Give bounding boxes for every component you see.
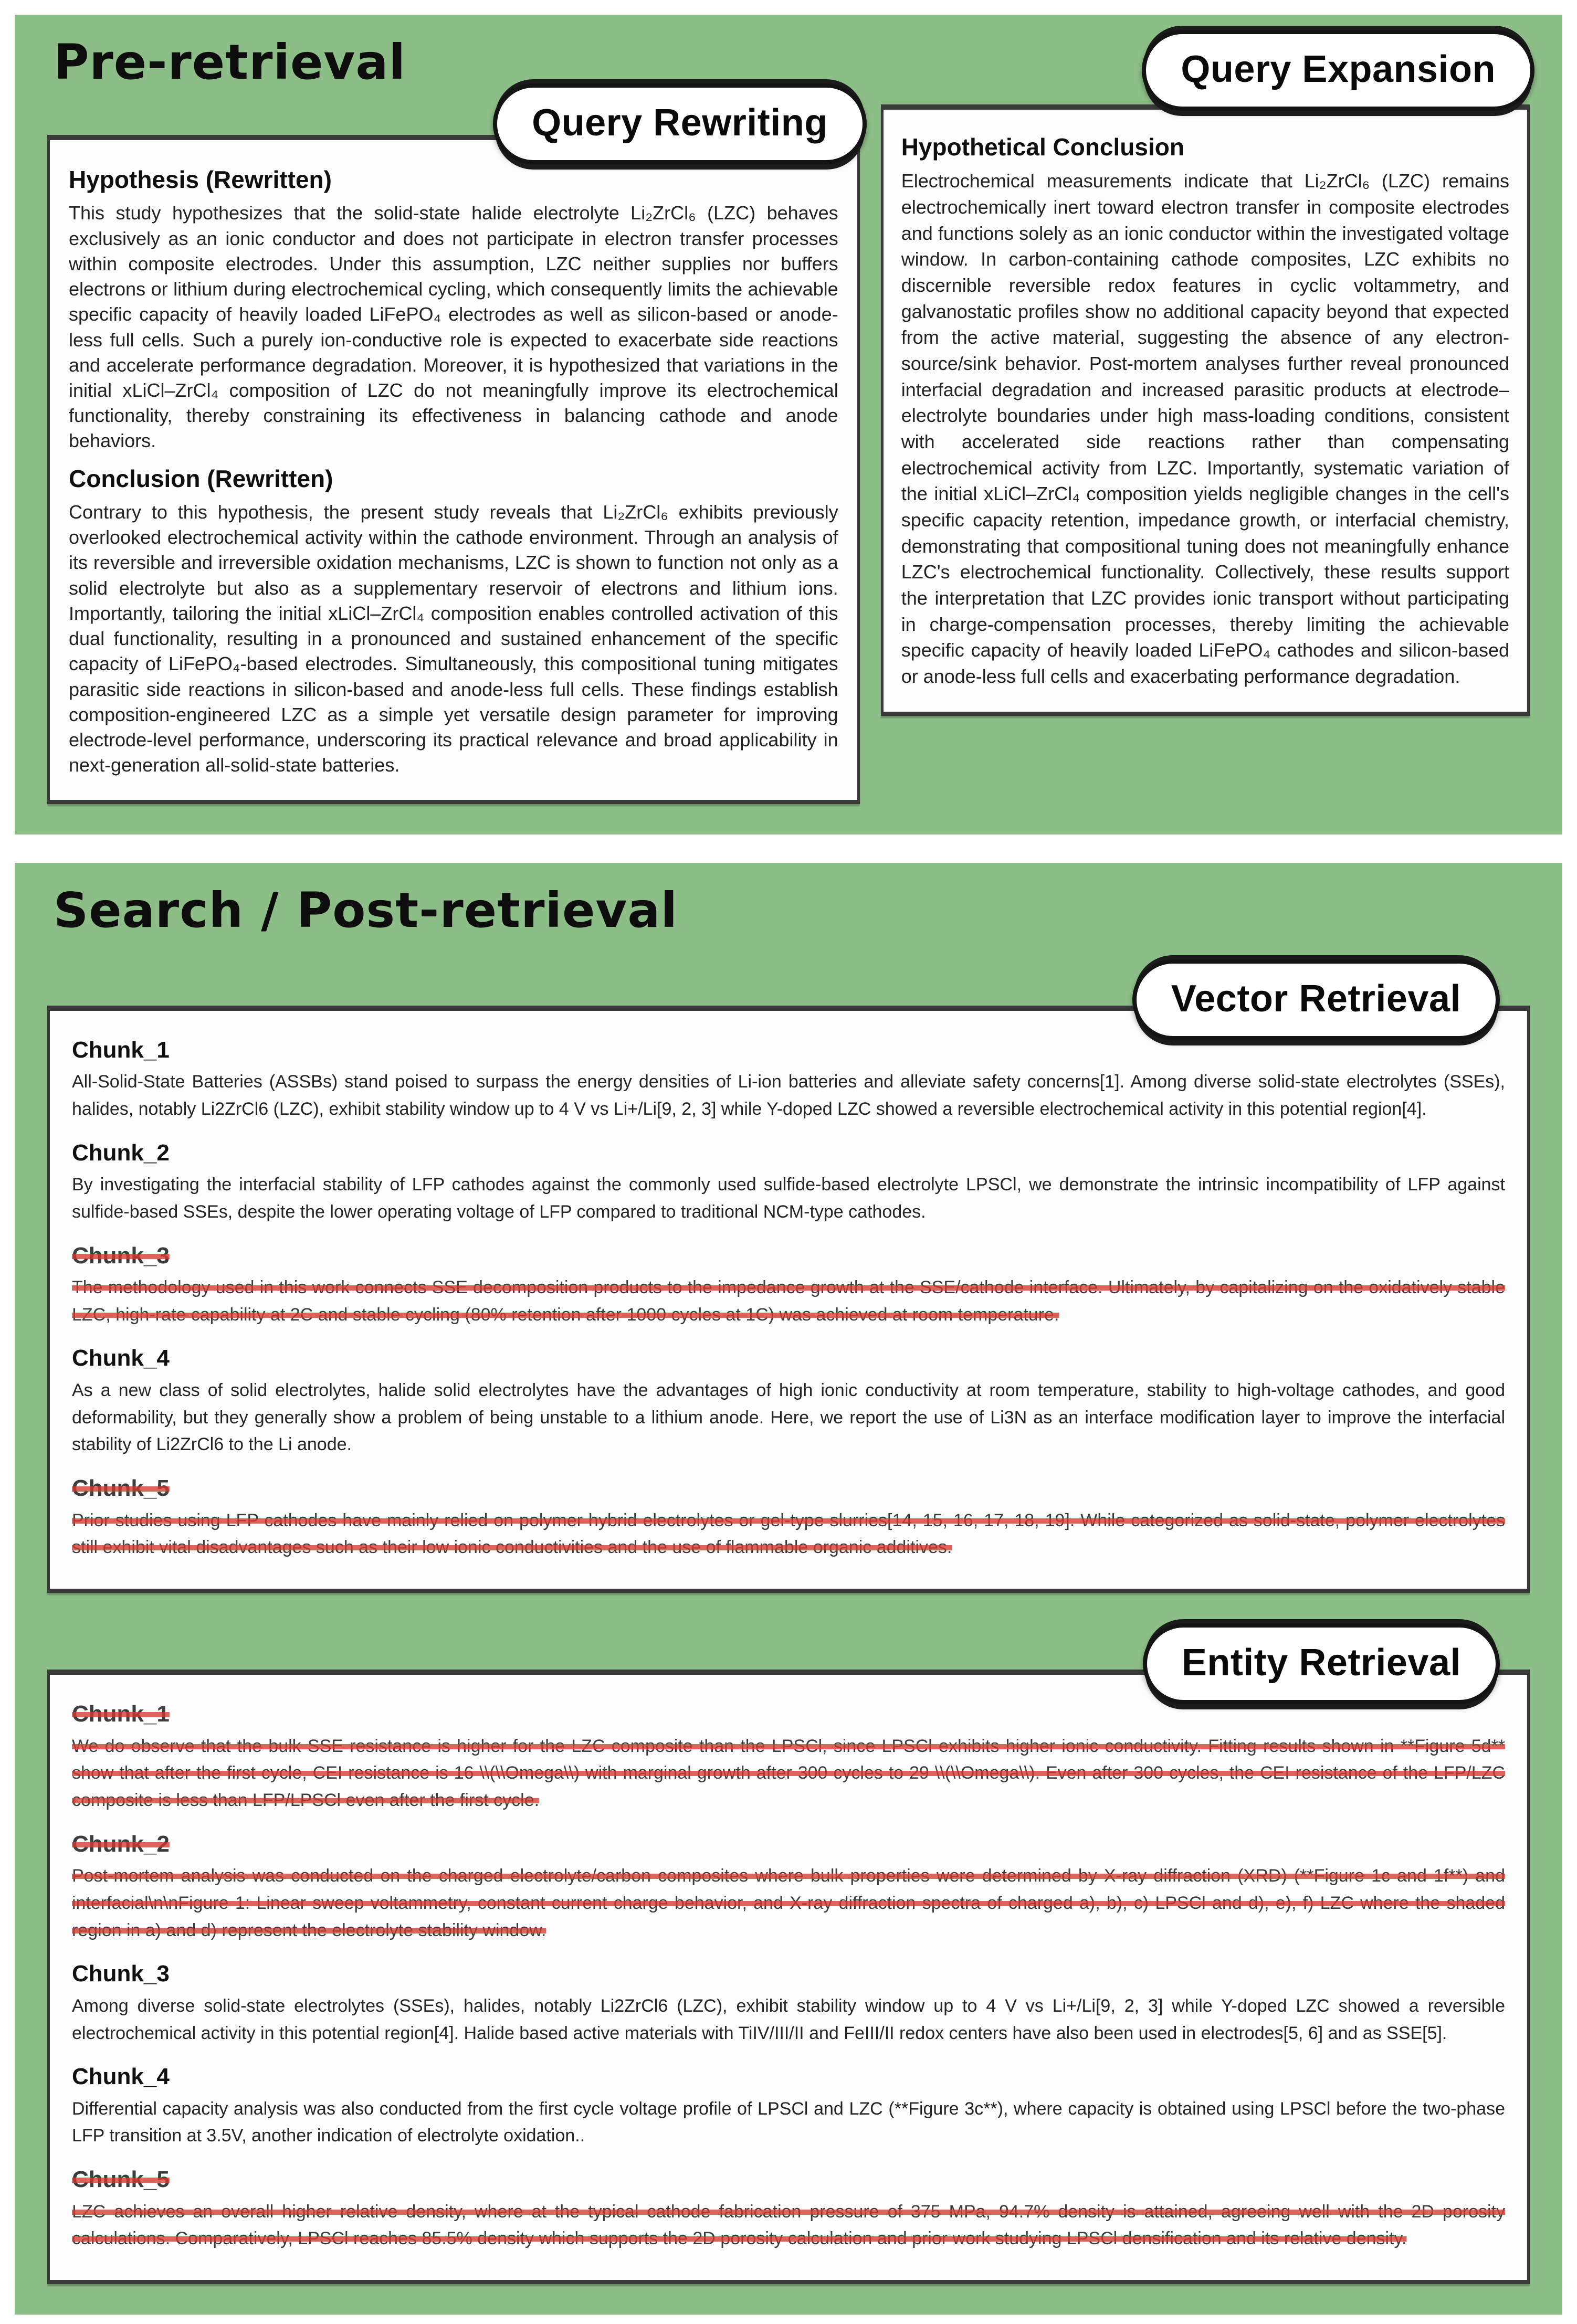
hypothesis-block [69,165,838,454]
chunk-label: Chunk_5 [72,2167,170,2193]
hypothesis-heading: Hypothesis (Rewritten) [69,166,332,194]
chunk-text: All-Solid-State Batteries (ASSBs) stand poised to surpass the energy densities of Li-ion batteries and alleviate safety concerns[1]. Among diverse solid-state electrolytes (SSEs), halides, notably Li2ZrCl6 (LZC), exhibit stability window up to 4 V vs Li+/Li[9, 2, 3] while Y-doped LZC showed a reversible electrochemical activity in this potential region[4]. [72,1072,1505,1119]
chunk-item-struck [72,1687,1505,1814]
chunk-item [72,2050,1505,2150]
vector-retrieval-panel [47,977,1530,1593]
vector-retrieval-badge: Vector Retrieval [1132,959,1500,1040]
chunk-text: Differential capacity analysis was also conducted from the first cycle voltage profile of LPSCl and LZC (**Figure 3c**), where capacity is obtained using LPSCl before the two-phase LFP transition at 3.5V, another indication of electrolyte oxidation.. [72,2098,1505,2146]
chunk-item [72,1332,1505,1459]
post-retrieval-stage [15,863,1562,2315]
query-expansion-badge: Query Expansion [1142,30,1534,111]
vector-retrieval-chunk-list [72,1023,1505,1561]
hypothesis-text: This study hypothesizes that the solid-state halide electrolyte Li₂ZrCl₆ (LZC) behaves exclusively as an ionic conductor and does not participate in electron transfer processes within composite electrodes. Under this assumption, LZC neither supplies nor buffers electrons or lithium during electrochemical cycling, which consequently limits the achievable specific capacity of heavily loaded LiFePO₄ electrodes as well as silicon-based or anode-less full cells. Such a purely ion-conductive role is expected to exacerbate side reactions and accelerate performance degradation. Moreover, it is hypothesized that variations in the initial xLiCl–ZrCl₄ composition of LZC do not meaningfully improve its electrochemical functionality, thereby constraining its effectiveness in balancing cathode and anode behaviors. [69,202,838,452]
entity-retrieval-panel [47,1642,1530,2284]
chunk-label: Chunk_3 [72,1961,170,1987]
hypothetical-conclusion-heading: Hypothetical Conclusion [901,133,1184,161]
chunk-text: By investigating the interfacial stability of LFP cathodes against the commonly used sulfide-based electrolyte LPSCl, we demonstrate the intrinsic incompatibility of LFP against sulfide-based SSEs, despite the lower operating voltage of LFP compared to traditional NCM-type cathodes. [72,1175,1505,1222]
chunk-label: Chunk_1 [72,1037,170,1063]
chunk-item-struck [72,1818,1505,1945]
chunk-text: Prior studies using LFP cathodes have mainly relied on polymer hybrid electrolytes or gel-type slurries[14, 15, 16, 17, 18, 19]. While categorized as solid-state, polymer electrolytes still exhibit vital disadvantages such as their low ionic conductivities and the use of flammable organic additives. [72,1510,1505,1558]
chunk-item [72,1126,1505,1226]
hypothetical-conclusion-text: Electrochemical measurements indicate that Li₂ZrCl₆ (LZC) remains electrochemically inert toward electron transfer in composite electrodes and functions solely as an ionic conductor within the investigated voltage window. In carbon-containing cathode composites, LZC exhibits no discernible reversible redox features in cyclic voltammetry, and galvanostatic profiles show no additional capacity beyond that expected from the active material, suggesting the absence of any electron-source/sink behavior. Post-mortem analyses further reveal pronounced interfacial degradation and increased parasitic products at electrode–electrolyte boundaries under high mass-loading conditions, consistent with accelerated side reactions rather than compensating electrochemical activity from LZC. Importantly, systematic variation of the initial xLiCl–ZrCl₄ composition yields negligible changes in the cell's specific capacity retention, impedance growth, or interfacial chemistry, demonstrating that compositional tuning does not meaningfully enhance LZC's electrochemical functionality. Collectively, these results support the interpretation that LZC provides ionic transport without participating in charge-compensation processes, thereby limiting the achievable specific capacity of heavily loaded LiFePO₄ cathodes and silicon-based or anode-less full cells and exacerbating performance degradation. [901,170,1509,688]
chunk-label: Chunk_4 [72,2064,170,2090]
chunk-text: LZC achieves an overall higher relative density, where at the typical cathode fabrication pressure of 375 MPa, 94.7% density is attained, agreeing well with the 2D porosity calculations. Comparatively, LPSCl reaches 85.5% density which supports the 2D porosity calculation and prior work studying LPSCl densification and its relative density. [72,2201,1505,2249]
pre-retrieval-stage [15,15,1562,834]
chunk-label: Chunk_1 [72,1701,170,1727]
conclusion-block [69,464,838,778]
query-rewriting-panel [47,102,860,804]
chunk-text: The methodology used in this work connects SSE decomposition products to the impedance growth at the SSE/cathode interface. Ultimately, by capitalizing on the oxidatively stable LZC, high-rate capability at 2C and stable cycling (80% retention after 1000 cycles at 1C) was achieved at room temperature. [72,1277,1505,1325]
entity-retrieval-badge: Entity Retrieval [1143,1623,1500,1704]
chunk-text: Among diverse solid-state electrolytes (SSEs), halides, notably Li2ZrCl6 (LZC), exhibit stability window up to 4 V vs Li+/Li[9, 2, 3] while Y-doped LZC showed a reversible electrochemical activity in this potential region[4]. Halide based active materials with TiIV/III/II and FeIII/II redox centers have also been used in electrodes[5, 6] and as SSE[5]. [72,1995,1505,2043]
chunk-text: As a new class of solid electrolytes, halide solid electrolytes have the advantages of high ionic conductivity at room temperature, stability to high-voltage cathodes, and good deformability, but they generally show a problem of being unstable to a lithium anode. Here, we report the use of Li3N as an interface modification layer to improve the interfacial stability of Li2ZrCl6 to the Li anode. [72,1380,1505,1455]
chunk-label: Chunk_4 [72,1345,170,1371]
stage-title-post-retrieval: Search / Post-retrieval [54,882,678,939]
query-expansion-panel [881,48,1530,716]
chunk-item-struck [72,1229,1505,1329]
chunk-text: We do observe that the bulk SSE resistance is higher for the LZC composite than the LPSCl, since LPSCl exhibits higher ionic conductivity. Fitting results shown in **Figure 5d** show that after the first cycle, CEI resistance is 16 \\(\\Omega\\) with marginal growth after 300 cycles to 29 \\(\\Omega\\). Even after 300 cycles, the CEI resistance of the LFP/LZC composite is less than LFP/LPSCl even after the first cycle. [72,1736,1505,1810]
hypothetical-conclusion-block [901,133,1509,690]
chunk-label: Chunk_2 [72,1139,170,1166]
conclusion-heading: Conclusion (Rewritten) [69,464,333,492]
chunk-label: Chunk_3 [72,1242,170,1269]
chunk-label: Chunk_5 [72,1475,170,1502]
chunk-item-struck [72,1462,1505,1561]
stage-title-pre-retrieval: Pre-retrieval [54,34,406,90]
chunk-text: Post-mortem analysis was conducted on the charged electrolyte/carbon composites where bulk properties were determined by X-ray diffraction (XRD) (**Figure 1c and 1f**) and interfacial\n\nFigure 1: Linear sweep voltammetry, constant current charge behavior, and X-ray diffraction spectra of charged a), b), c) LPSCl and d), e), f) LZC where the shaded region in a) and d) represent the electrolyte stability window. [72,1866,1505,1940]
chunk-item [72,1947,1505,2047]
conclusion-text: Contrary to this hypothesis, the present study reveals that Li₂ZrCl₆ exhibits previously overlooked electrochemical activity within the cathode environment. Through an analysis of its reversible and irreversible oxidation mechanisms, LZC is shown to function not only as a solid electrolyte but also as a supplementary reservoir of electrons and lithium ions. Importantly, tailoring the initial xLiCl–ZrCl₄ composition enables controlled activation of this dual functionality, resulting in a pronounced and sustained enhancement of the specific capacity of LiFePO₄-based electrodes. Simultaneously, this compositional tuning mitigates parasitic side reactions in silicon-based and anode-less full cells. These findings establish composition-engineered LZC as a simple yet versatile design parameter for improving electrode-level performance, underscoring its practical relevance and broad applicability in next-generation all-solid-state batteries. [69,501,838,776]
query-rewriting-badge: Query Rewriting [493,83,867,164]
chunk-item-struck [72,2153,1505,2253]
chunk-label: Chunk_2 [72,1831,170,1857]
entity-retrieval-chunk-list [72,1687,1505,2253]
